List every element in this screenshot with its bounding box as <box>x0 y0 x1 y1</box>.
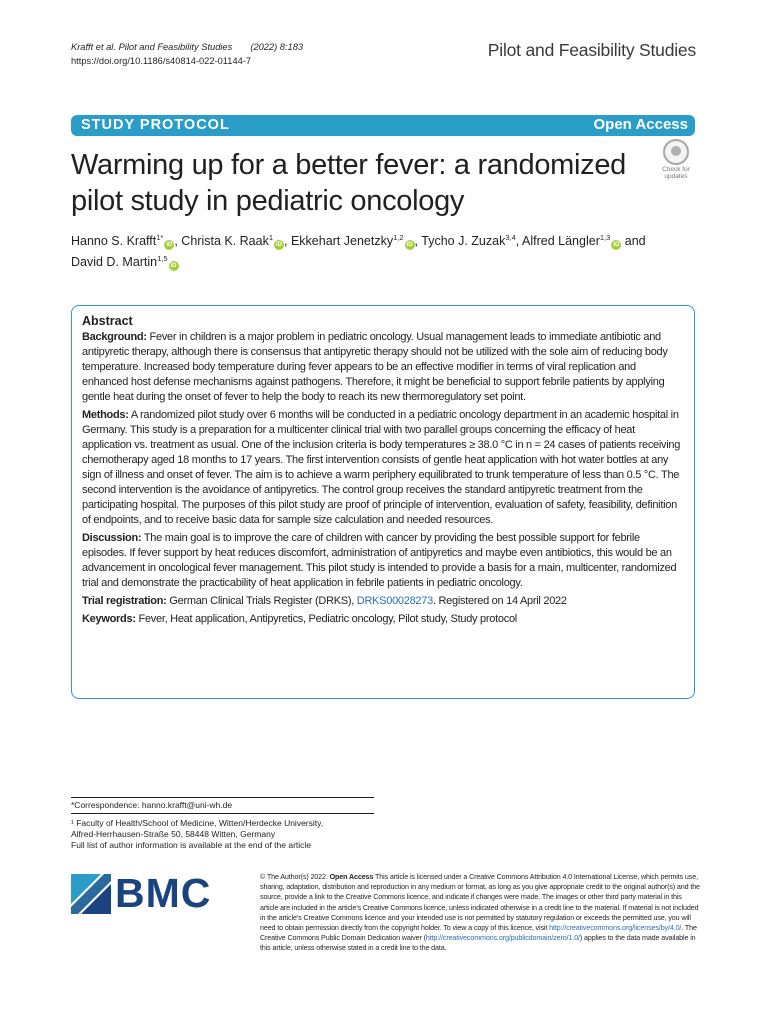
correspondence-note: *Correspondence: hanno.krafft@uni-wh.de <box>71 800 233 810</box>
cc-zero-license-link[interactable]: http://creativecommons.org/publicdomain/zero/1.0/ <box>425 934 580 943</box>
author-info-note: Full list of author information is available at the end of the article <box>71 840 312 850</box>
author-affiliation: 1,2 <box>393 233 404 242</box>
abstract-heading: Abstract <box>82 314 133 328</box>
author-separator: , <box>174 234 182 249</box>
trial-registration-text: German Clinical Trials Register (DRKS), <box>169 595 355 607</box>
abstract-box <box>71 305 695 699</box>
doi-link[interactable]: https://doi.org/10.1186/s40814-022-01144-7 <box>71 56 252 66</box>
running-header <box>71 40 303 68</box>
article-title: Warming up for a better fever: a randomized pilot study in pediatric oncology <box>71 149 627 217</box>
orcid-icon[interactable]: iD <box>406 242 413 249</box>
journal-name: Pilot and Feasibility Studies <box>487 40 696 60</box>
abstract-methods <box>82 408 684 528</box>
author-name: Hanno S. Krafft <box>71 234 157 249</box>
bmc-logo-text: BMC <box>115 870 212 916</box>
discussion-label: Discussion: <box>82 532 142 544</box>
methods-label: Methods: <box>82 409 129 421</box>
author-affiliation: 1,5 <box>157 254 168 264</box>
methods-text: A randomized pilot study over 6 months will be conducted in a pediatric oncology department in an academic hospital in Germany. This study is a preparation for a multicenter clinical trial with two parallel groups concerning the efficacy of heat application vs. treatment as usual. One of the inclusion criteria is body temperatures ≥ 38.0 °C in n = 24 cases of patients receiving chemotherapy aged 18 months to 17 years. The first intervention consists of gentle heat application with hot water bottles at any sign of illness and onset of fever. The aim is to achieve a warm periphery equilibrated to trunk temperature of less than 0.5 °C. The second intervention is the avoidance of antipyretics. The control group receives the standard antipyretic treatment from the participating hospital. The purposes of this pilot study are proof of principle of intervention, evaluation of safety, feasibility, definition of endpoints, and to receive basic data for sample size calculation and needed resources. <box>82 409 681 526</box>
keywords-label: Keywords: <box>82 613 136 625</box>
license-body: ) applies to the data made available in this article, unless otherwise stated in a credit line to the data. <box>260 934 696 953</box>
article-type-banner <box>71 115 695 136</box>
orcid-icon[interactable]: iD <box>613 242 620 249</box>
background-text: Fever in children is a major problem in pediatric oncology. Usual management leads to immediate antibiotic and antipyretic therapy, although there is consensus that antipyretic therapy should not be utilized with the sole aim of reducing body temperature. Increased body temperature during fever appears to be an effective modifier in terms of viral replication and enhanced host defense mechanisms against pathogens. Therefore, it might be beneficial to support febrile patients by applying gentle heat during the onset of fever to help the body to reach its new thermoregulatory set point. <box>82 331 668 403</box>
author-name: Tycho J. Zuzak <box>421 234 506 249</box>
author-list <box>71 229 691 271</box>
discussion-text: The main goal is to improve the care of children with cancer by providing the best possible support for febrile episodes. If fever support by heat reduces discomfort, administration of antipyretics and maybe even antibiotics, this would be an advancement in oncological fever management. This pilot study is intended to provide a basis for a main, multicenter, randomized trial and demonstrate the practicability of heat application in febrile patients in pediatric oncology. <box>82 532 677 589</box>
open-access-label: Open Access <box>593 116 688 133</box>
author-name: Christa K. Raak <box>181 234 269 249</box>
background-label: Background: <box>82 331 147 343</box>
author-name: Ekkehart Jenetzky <box>290 234 394 249</box>
bmc-logo-mark-icon <box>71 874 111 914</box>
author-name: David D. Martin <box>71 255 158 270</box>
trial-registration-label: Trial registration: <box>82 595 167 607</box>
author-affiliation: 1* <box>156 233 164 242</box>
affiliation-line: ¹ Faculty of Health/School of Medicine, Witten/Herdecke University, <box>71 818 324 828</box>
author-separator: and <box>621 234 646 249</box>
author-separator: , <box>414 234 422 249</box>
orcid-icon[interactable]: iD <box>276 242 282 249</box>
abstract-keywords <box>82 612 684 627</box>
copyright-notice: © The Author(s) 2022. <box>260 873 328 881</box>
check-updates-icon <box>663 139 689 165</box>
open-access-notice: Open Access <box>329 873 374 881</box>
license-body: This article is licensed under a Creative Commons Attribution 4.0 International License, which permits use, sharing, adaptation, distribution and reproduction in any medium or format, as long as you give appropriate credit to the original author(s) and the source, provide a link to the Creative Commons licence, and indicate if changes were made. The images or other third party material in this article are included in the article’s Creative Commons licence, unless indicated otherwise in a credit line to the material. If material is not included in the article’s Creative Commons licence and your intended use is not permitted by statutory regulation or exceeds the permitted use, you will need to obtain permission directly from the copyright holder. To view a copy of this licence, visit <box>260 873 700 933</box>
footnote-divider <box>71 813 374 814</box>
abstract-background <box>82 330 684 405</box>
author-affiliation: 3,4 <box>505 233 516 242</box>
cc-by-license-link[interactable]: http://creativecommons.org/licenses/by/4.0/ <box>549 924 682 933</box>
check-for-updates-button[interactable] <box>654 139 698 181</box>
affiliation-note <box>71 818 371 851</box>
orcid-icon[interactable]: iD <box>170 263 177 270</box>
license-text <box>260 872 700 954</box>
abstract-discussion <box>82 531 684 591</box>
abstract-trial-registration <box>82 594 684 609</box>
trial-registration-date: . Registered on 14 April 2022 <box>432 595 567 607</box>
author-affiliation: 1,3 <box>599 233 611 242</box>
author-name: Alfred Längler <box>522 234 600 249</box>
author-affiliation: 1 <box>268 233 273 242</box>
keywords-text: Fever, Heat application, Antipyretics, Pediatric oncology, Pilot study, Study protocol <box>138 613 517 625</box>
check-updates-label: Check for updates <box>662 166 690 180</box>
citation-authors: Krafft et al. <box>71 42 116 52</box>
citation-journal: Pilot and Feasibility Studies <box>118 42 233 52</box>
author-separator: , <box>515 234 523 249</box>
orcid-icon[interactable]: iD <box>166 242 173 249</box>
footnote-divider <box>71 797 374 798</box>
trial-registration-link[interactable]: DRKS00028273 <box>356 595 433 607</box>
affiliation-line: Alfred-Herrhausen-Straße 50, 58448 Witten, Germany <box>71 829 276 839</box>
author-separator: , <box>284 234 291 249</box>
license-body: . The Creative Commons Public Domain Dedication waiver ( <box>260 924 697 943</box>
article-type-label: STUDY PROTOCOL <box>81 117 230 133</box>
citation-year-volume: (2022) 8:183 <box>250 42 304 52</box>
bmc-logo <box>71 872 221 918</box>
